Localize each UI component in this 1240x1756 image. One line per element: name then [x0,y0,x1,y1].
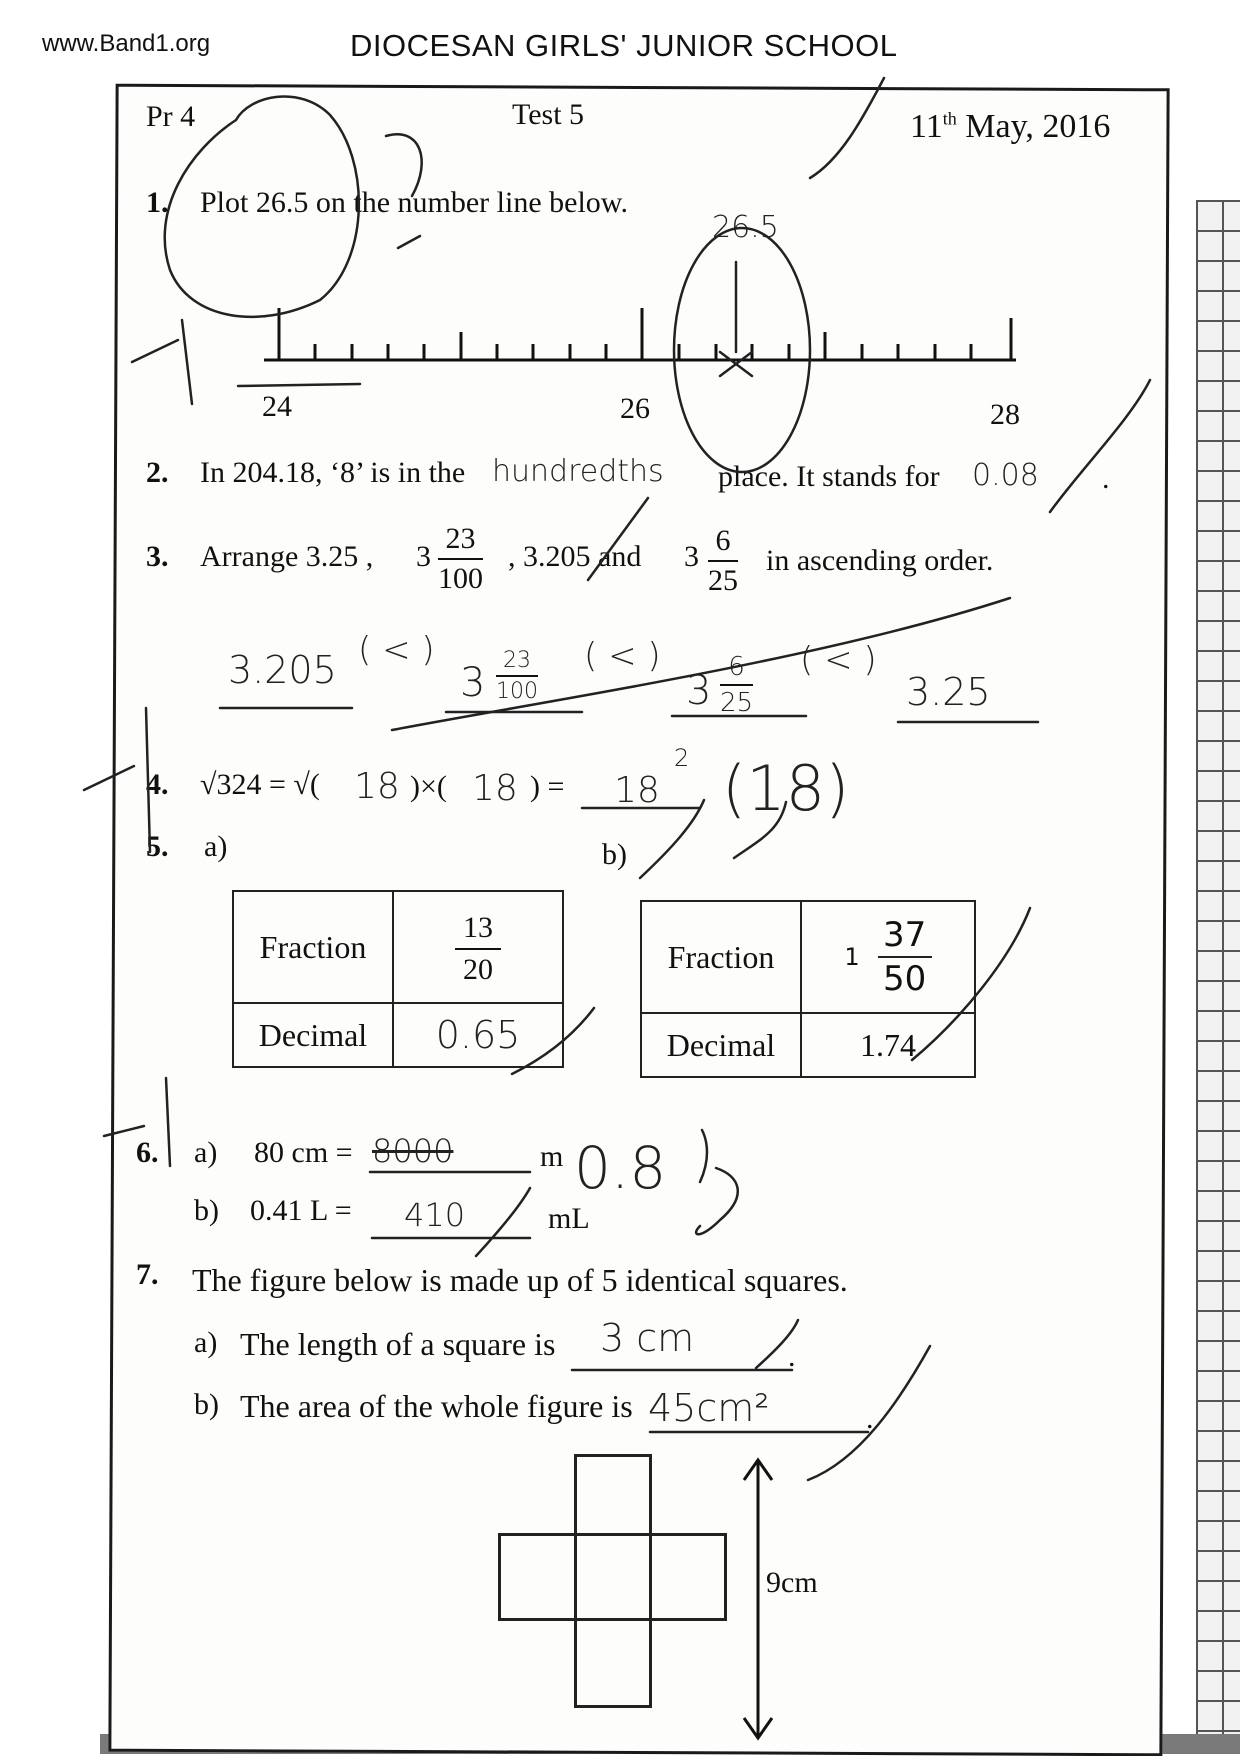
q4-text: √324 = √( [200,768,320,801]
q2-period: . [1102,462,1110,495]
q2-answer-place: hundredths [492,454,664,489]
q3-lt-3: ( < ) [800,640,877,680]
q5b-fraction-cell: 1 $\frac{37}{50}$ [801,901,975,1013]
q2-number: 2. [146,456,169,489]
q6a-unit: m [540,1140,564,1173]
test-date: 11th May, 2016 [910,108,1111,145]
q7a-period: . [788,1340,796,1373]
q4-factor-1: 18 [354,766,400,807]
q5b-decimal-value: 1.74 [801,1013,975,1077]
q5-part-a: a) [204,830,228,863]
q2-text-a: In 204.18, ‘8’ is in the [200,456,466,489]
q4-end: ) = [530,770,565,803]
q7-text: The figure below is made up of 5 identical squares. [192,1262,848,1298]
q3-whole-2: 3 [684,540,699,573]
dimension-label: 9cm [766,1566,818,1599]
q2-answer-value: 0.08 [972,458,1039,493]
q3-lt-2: ( < ) [584,636,661,676]
q5-part-b: b) [602,838,627,871]
q7a-text: The length of a square is [240,1326,556,1362]
q6b-answer: 410 [404,1196,466,1234]
q6a-struck-answer: 8000 [372,1132,454,1170]
q3-suffix: in ascending order. [766,544,994,577]
q7b-answer: 45cm² [648,1386,770,1430]
q5a-fraction-cell: $\frac{13}{20}$ [393,891,563,1003]
class-label: Pr 4 [146,100,196,133]
q6a-text: 80 cm = [254,1136,353,1169]
q4-mid: )×( [410,770,447,803]
q6b-text: 0.41 L = [250,1194,352,1227]
numberline-label-26: 26 [620,392,650,425]
site-url: www.Band1.org [42,30,211,57]
q6a-label: a) [194,1136,218,1169]
q5a-fraction-header: Fraction [233,891,393,1003]
q3-fraction-1: 23 100 [438,522,483,595]
q6b-label: b) [194,1194,219,1227]
q7-number: 7. [136,1258,159,1291]
school-title: DIOCESAN GIRLS' JUNIOR SCHOOL [350,28,898,63]
q3-number: 3. [146,540,169,573]
q1-text: Plot 26.5 on the number line below. [200,186,628,219]
q6b-unit: mL [548,1202,590,1235]
q7a-label: a) [194,1326,218,1359]
q3-answer-2-whole: 3 [460,660,486,706]
q3-lt-1: ( < ) [358,630,435,670]
numberline-label-24: 24 [262,390,292,423]
q3-mid: , 3.205 and [508,540,642,573]
q5a-decimal-answer: 0.65 [393,1003,563,1067]
q4-answer: 18 [614,770,660,811]
q3-prefix: Arrange 3.25 , [200,540,374,573]
q3-answer-3-whole: 3 [686,668,712,714]
q3-answer-2-fraction: 23 100 [496,648,538,704]
q1-handwritten-answer: 26.5 [712,210,779,245]
q5b-fraction-header: Fraction [641,901,801,1013]
q5b-decimal-header: Decimal [641,1013,801,1077]
numberline-label-28: 28 [990,398,1020,431]
q5a-decimal-header: Decimal [233,1003,393,1067]
q7a-answer: 3 cm [600,1316,695,1360]
q2-text-b: place. It stands for [718,460,940,493]
q3-answer-3-fraction: 6 25 [720,652,754,718]
q7b-period: . [866,1402,874,1435]
q6-number: 6. [136,1136,159,1169]
q3-fraction-2: 6 25 [708,524,738,597]
q4-number: 4. [146,768,169,801]
q4-circle-mark: 2 [674,744,690,772]
q3-answer-1: 3.205 [228,648,337,692]
q3-whole-1: 3 [416,540,431,573]
q3-answer-4: 3.25 [906,670,991,714]
q5-number: 5. [146,830,169,863]
q4-correction: (18) [722,752,850,825]
q7b-label: b) [194,1388,219,1421]
q1-number: 1. [146,186,169,219]
q6a-correction: 0.8 [574,1134,667,1202]
q4-factor-2: 18 [472,768,518,809]
test-title: Test 5 [512,98,585,131]
q7b-text: The area of the whole figure is [240,1388,633,1424]
